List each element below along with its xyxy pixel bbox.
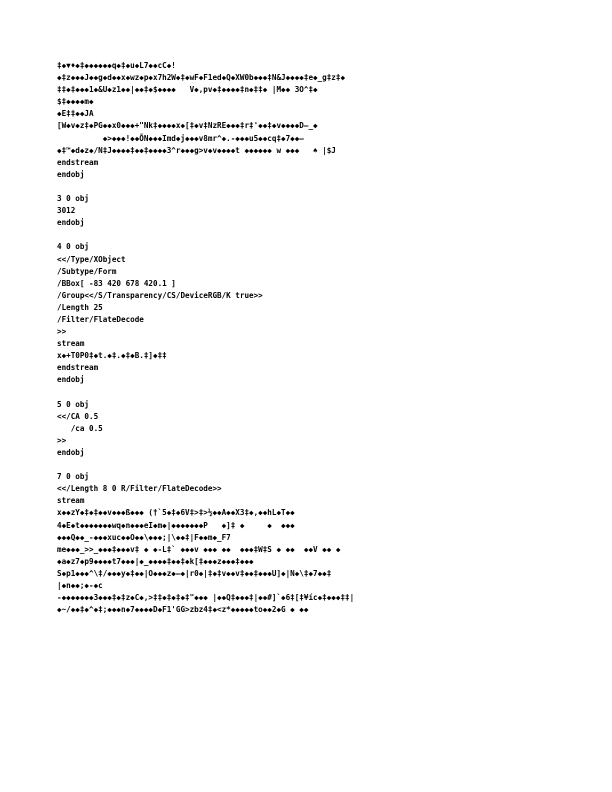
text-line xyxy=(57,229,557,241)
text-line: ◆>◆◆◆!◆◆ÕN◆◆◆Imd◆j◆◆◆v8mr^◆.-◆◆◆u5◆◆cq‡◆7◆◆— xyxy=(57,133,304,143)
text-line: 3012 xyxy=(57,206,76,216)
text-line: >> xyxy=(57,435,67,445)
text-line xyxy=(57,181,557,193)
text-line: endstream xyxy=(57,157,99,167)
text-line: endobj xyxy=(57,218,85,228)
text-line: ◆a◆z7◆p9◆◆◆◆t7◆◆◆|◆_◆◆◆◆‡◆◆‡◆k[‡◆◆◆z◆◆◆‡◆◆◆ xyxy=(57,556,254,566)
text-line: -◆◆◆◆◆◆◆3◆◆◆‡◆‡z◆C◆,>‡‡◆‡◆‡◆‡"◆◆◆ |◆◆Q‡◆◆◆‡|◆◆#]`◆6‡[‡¥íc◆‡◆◆◆‡‡| xyxy=(57,593,355,603)
text-line: ◆~/◆◆‡◆^◆‡;◆◆◆n◆7◆◆◆◆D◆F1'GG>zbz4‡◆<z*◆◆◆◆◆to◆◆2◆G ◆ ◆◆ xyxy=(57,605,309,615)
text-line xyxy=(57,387,557,399)
text-line: 7 0 obj xyxy=(57,472,90,482)
text-line: 3 0 obj xyxy=(57,194,90,204)
text-line: S◆p1◆◆◆^\‡/◆◆◆y◆‡◆◆|O◆◆◆z◆—◆|r0◆|‡◆‡v◆◆v‡◆◆‡◆◆◆U]◆|N◆\‡◆7◆◆‡ xyxy=(57,568,332,578)
text-line: endstream xyxy=(57,363,99,373)
text-line: me◆◆◆_>>_◆◆◆‡◆◆◆v‡ ◆ ◆-L‡` ◆◆◆v ◆◆◆ ◆◆ ◆◆◆‡W‡S ◆ ◆◆ ◆◆V ◆◆ ◆ xyxy=(57,544,341,554)
text-line: 5 0 obj xyxy=(57,399,90,409)
text-line: <</CA 0.5 xyxy=(57,411,99,421)
text-line: $‡◆◆◆◆m◆ xyxy=(57,97,94,107)
text-line: <</Type/XObject xyxy=(57,254,126,264)
text-line: [W◆v◆z‡◆PG◆◆x0◆◆◆+"Nk‡◆◆◆◆x◆[‡◆v‡NzRE◆◆◆‡r‡'◆◆‡◆v◆◆◆◆D—_◆ xyxy=(57,121,318,131)
text-line: endobj xyxy=(57,169,85,179)
text-line: endobj xyxy=(57,448,85,457)
text-line xyxy=(57,459,557,471)
text-line: stream xyxy=(57,339,85,349)
text-line: /Subtype/Form xyxy=(57,266,117,276)
text-line: endobj xyxy=(57,375,85,385)
pdf-raw-text xyxy=(57,60,557,616)
text-line: ◆‡z◆◆◆J◆◆g◆d◆◆x◆wz◆p◆x7h2W◆‡◆wF◆F1ed◆Q◆XW0b◆◆◆‡N&J◆◆◆◆‡e◆_g‡z‡◆ xyxy=(57,73,346,83)
text-line: /BBox[ -83 420 678 420.1 ] xyxy=(57,278,176,288)
text-line: 4 0 obj xyxy=(57,242,90,252)
text-line: <</Length 8 0 R/Filter/FlateDecode>> xyxy=(57,484,222,494)
text-line: x◆◆zY◆‡◆‡◆◆v◆◆◆ß◆◆◆ (†`5◆‡◆6V‡>‡>½◆◆A◆◆X3‡◆,◆◆hL◆T◆◆ xyxy=(57,508,295,518)
text-line: >> xyxy=(57,327,67,337)
text-line: /Length 25 xyxy=(57,302,103,312)
text-line: ◆◆◆Q◆◆_-◆◆◆xuc◆◆O◆◆\◆◆◆;|\◆◆‡|F◆◆m◆_F7 xyxy=(57,532,231,542)
text-line: x◆+T0P0‡◆t.◆‡.◆‡◆B.‡]◆‡‡ xyxy=(57,351,167,361)
text-line: /Group<</S/Transparency/CS/DeviceRGB/K true>> xyxy=(57,290,263,300)
text-line: ◆E‡‡◆◆JA xyxy=(57,109,94,119)
text-line: /Filter/FlateDecode xyxy=(57,314,144,324)
text-line: /ca 0.5 xyxy=(57,423,103,433)
text-line: ‡◆▼♦◆‡◆◆◆◆◆◆q◆‡◆u◆L7◆◆cC◆! xyxy=(57,61,176,70)
text-line: ◆‡™◆d◆z◆/N‡J◆◆◆◆‡◆◆‡◆◆◆◆3^r◆◆◆g>v◆v◆◆◆◆t ◆◆◆◆◆◆ w ◆◆◆ ♠ |$J xyxy=(57,145,336,155)
text-line: ‡‡◆‡◆◆◆1◆&U◆z1◆◆|◆◆‡◆$◆◆◆◆ V◆,pv◆‡◆◆◆◆‡n◆‡‡◆ |M◆◆ 3O^‡◆ xyxy=(57,85,318,95)
text-line: |◆n◆◆;◆-◆c xyxy=(57,581,103,591)
text-line: stream xyxy=(57,496,85,506)
text-line: 4◆E◆t◆◆◆◆◆◆◆wq◆n◆◆◆eI◆m◆|◆◆◆◆◆◆◆P ◆]‡ ◆ ◆ ◆◆◆ xyxy=(57,520,295,530)
